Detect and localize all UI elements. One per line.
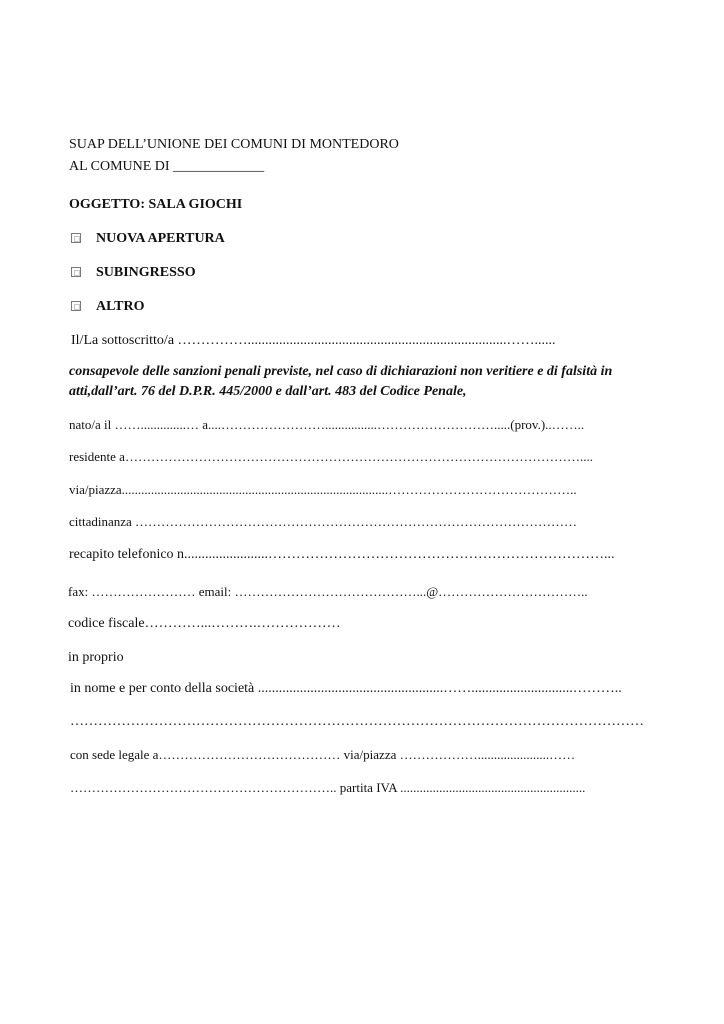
tax-code-field: codice fiscale…………...……….……………… (68, 616, 341, 631)
company-blank-line: …………………………………………………………………………………………………………… (70, 714, 644, 729)
option-label: ALTRO (96, 299, 145, 314)
option-altro[interactable] (71, 299, 145, 315)
residence-field: residente a…………………………………………………………………………………………….... (69, 449, 593, 464)
undersigned-field: Il/La sottoscritto/a ……………..........................................................................……...... (71, 333, 556, 348)
declaration-line-2: atti,dall’art. 76 del D.P.R. 445/2000 e dall’art. 483 del Codice Penale, (69, 384, 467, 399)
option-label: SUBINGRESSO (96, 265, 196, 280)
fax-email-field: fax: …………………… email: ……………………………………...@…………………………….. (68, 584, 588, 599)
option-subingresso[interactable] (71, 265, 196, 281)
phone-field: recapito telefonico n........................………………………………………………………………... (69, 547, 615, 562)
legal-seat-field: con sede legale a…………………………………… via/piazza ………………......................…… (70, 747, 576, 762)
option-nuova-apertura[interactable] (71, 231, 225, 247)
recipient-line: SUAP DELL’UNIONE DEI COMUNI DI MONTEDORO (69, 137, 399, 152)
own-name-label: in proprio (68, 650, 124, 665)
company-field: in nome e per conto della società .....................................................…….............................……….. (70, 681, 622, 696)
birth-field: nato/a il ……..............… a....……………………................……………………….....(prov.)..…….. (69, 417, 585, 432)
checkbox-icon[interactable] (71, 233, 81, 243)
option-label: NUOVA APERTURA (96, 231, 225, 246)
citizenship-field: cittadinanza ………………………………………………………………………………………… (69, 514, 578, 529)
street-field: via/piazza..................................................................................…………………………………….. (69, 482, 577, 497)
checkbox-icon[interactable] (71, 267, 81, 277)
subject-heading: OGGETTO: SALA GIOCHI (69, 197, 243, 212)
checkbox-icon[interactable] (71, 301, 81, 311)
declaration-line-1: consapevole delle sanzioni penali previste, nel caso di dichiarazioni non veritiere e di falsità in (69, 364, 613, 379)
municipality-line: AL COMUNE DI _____________ (69, 159, 265, 174)
vat-field: …………………………………………………….. partita IVA ......................................................... (70, 780, 586, 795)
